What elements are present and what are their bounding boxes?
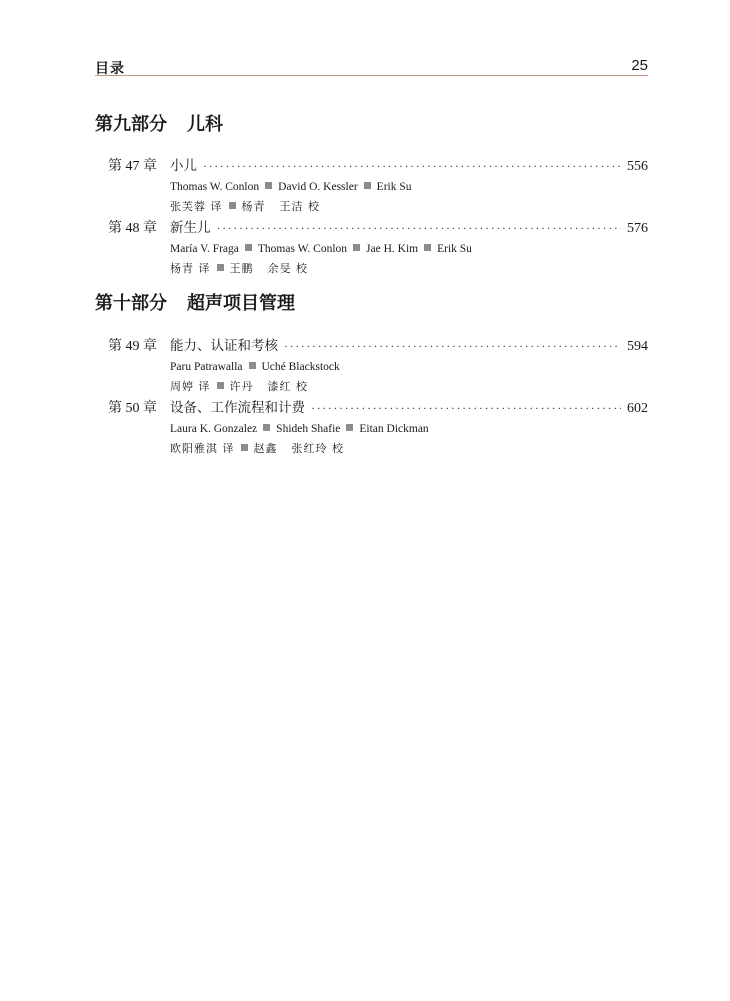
reviewer: 许丹 [229, 380, 254, 393]
running-header [95, 56, 648, 76]
separator-square-icon [263, 424, 270, 431]
separator-square-icon [424, 244, 431, 251]
chapter-title: 设备、工作流程和计费 [170, 400, 305, 416]
separator-square-icon [241, 444, 248, 451]
toc-entry[interactable] [108, 217, 648, 279]
author-name: Jae H. Kim [366, 243, 419, 255]
reviewer: 赵鑫 [253, 442, 278, 455]
part-title: 超声项目管理 [187, 293, 295, 314]
chapter-authors [170, 419, 648, 439]
chapter-authors [170, 239, 648, 259]
author-name: Thomas W. Conlon [170, 181, 260, 193]
chapter-authors [170, 357, 648, 377]
author-name: David O. Kessler [278, 181, 358, 193]
header-rule [95, 75, 648, 76]
chapter-authors [170, 177, 648, 197]
chapter-translators [170, 259, 648, 279]
chapter-page: 602 [627, 401, 648, 416]
chapter-translators [170, 197, 648, 217]
chapter-number: 第 47 章 [108, 159, 157, 174]
part-number: 第九部分 [95, 114, 167, 135]
translator: 张芙蓉 译 [170, 200, 223, 213]
author-name: Shideh Shafie [276, 423, 341, 435]
chapter-translators [170, 377, 648, 397]
separator-square-icon [217, 264, 224, 271]
dot-leader [284, 335, 621, 357]
part-section [95, 291, 648, 459]
translator: 欧阳雅淇 译 [170, 442, 235, 455]
reviewer: 漆红 校 [267, 380, 308, 393]
toc-entry[interactable] [108, 155, 648, 217]
reviewer: 张红玲 校 [291, 442, 344, 455]
chapter-number: 第 50 章 [108, 401, 157, 416]
separator-square-icon [249, 362, 256, 369]
dot-leader [311, 397, 621, 419]
author-name: Laura K. Gonzalez [170, 423, 258, 435]
part-section [95, 112, 648, 279]
separator-square-icon [364, 182, 371, 189]
chapter-title: 能力、认证和考核 [170, 338, 278, 354]
chapter-page: 594 [627, 339, 648, 354]
reviewer: 王鹏 [229, 262, 254, 275]
chapter-title: 新生儿 [170, 220, 211, 236]
chapter-page: 576 [627, 221, 648, 236]
chapter-number: 第 48 章 [108, 221, 157, 236]
toc-entry[interactable] [108, 397, 648, 459]
dot-leader [203, 155, 621, 177]
author-name: Eitan Dickman [359, 423, 429, 435]
separator-square-icon [229, 202, 236, 209]
reviewer: 杨青 [241, 200, 266, 213]
dot-leader [217, 217, 622, 239]
part-heading [95, 291, 648, 317]
chapter-title: 小儿 [170, 158, 197, 174]
separator-square-icon [245, 244, 252, 251]
author-name: Erik Su [437, 243, 472, 255]
reviewer: 余旻 校 [267, 262, 308, 275]
author-name: Thomas W. Conlon [257, 243, 348, 255]
separator-square-icon [353, 244, 360, 251]
separator-square-icon [265, 182, 272, 189]
part-number: 第十部分 [95, 293, 167, 314]
author-name: Erik Su [376, 181, 412, 193]
part-title: 儿科 [187, 114, 223, 135]
chapter-translators [170, 439, 648, 459]
separator-square-icon [217, 382, 224, 389]
translator: 杨青 译 [170, 262, 211, 275]
author-name: Paru Patrawalla [170, 361, 243, 373]
author-name: Uché Blackstock [261, 361, 340, 373]
toc-entry[interactable] [108, 335, 648, 397]
part-heading [95, 112, 648, 138]
reviewer: 王洁 校 [279, 200, 320, 213]
header-title: 目录 [95, 61, 125, 77]
header-page-number: 25 [631, 57, 648, 74]
separator-square-icon [346, 424, 353, 431]
chapter-page: 556 [627, 159, 648, 174]
author-name: María V. Fraga [170, 243, 239, 255]
chapter-number: 第 49 章 [108, 339, 157, 354]
translator: 周婷 译 [170, 380, 211, 393]
